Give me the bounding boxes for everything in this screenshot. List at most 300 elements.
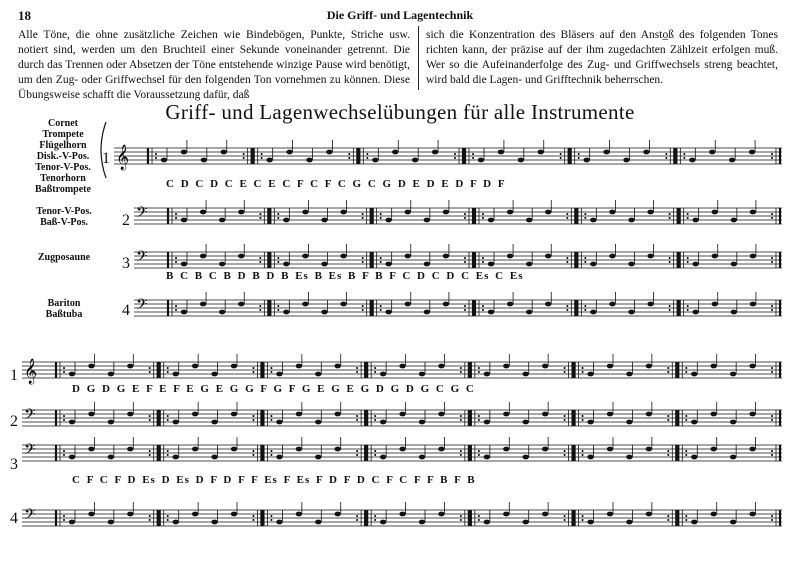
note-head [628,310,634,315]
repeat-dot [665,153,667,155]
row-number: 2 [122,212,130,229]
note-head [729,158,735,163]
note-head [392,150,398,155]
repeat-dot [482,309,484,311]
note-head [526,262,532,267]
note-head [419,372,425,377]
note-head [173,520,179,525]
repeat-dot [464,213,466,215]
instrument-label: Zugposaune [37,252,91,263]
note-head [419,420,425,425]
note-head [711,447,717,452]
note-head [405,302,411,307]
repeat-dot [771,153,773,155]
note-head [749,512,755,517]
repeat-dot [460,450,462,452]
bass-clef-icon: 𝄢 [136,248,148,269]
note-head [643,150,649,155]
repeat-dot [149,450,151,452]
repeat-dot [564,519,566,521]
repeat-dot [771,257,773,259]
repeat-dot [252,519,254,521]
note-head [219,310,225,315]
repeat-dot [356,519,358,521]
repeat-dot [374,450,376,452]
note-head [587,372,593,377]
note-head [603,150,609,155]
note-head [711,364,717,369]
note-head [712,302,718,307]
note-head [626,420,632,425]
repeat-dot [374,415,376,417]
repeat-dot [669,305,671,307]
repeat-dot [685,454,687,456]
bass-clef-icon: 𝄢 [24,506,36,527]
note-head [749,412,755,417]
note-head [484,455,490,460]
repeat-dot [175,261,177,263]
note-head [315,455,321,460]
note-head [276,420,282,425]
note-head [503,512,509,517]
note-head [607,412,613,417]
note-head [340,210,346,215]
note-head [412,158,418,163]
repeat-dot [277,257,279,259]
note-head [173,455,179,460]
note-head [302,254,308,259]
note-head [173,372,179,377]
repeat-dot [771,519,773,521]
repeat-dot [374,454,376,456]
repeat-dot [669,217,671,219]
repeat-dot [366,157,368,159]
repeat-dot [356,454,358,456]
repeat-dot [155,157,157,159]
repeat-dot [464,305,466,307]
note-head [542,364,548,369]
repeat-dot [685,367,687,369]
repeat-dot [771,415,773,417]
note-head [731,262,737,267]
note-head [646,364,652,369]
repeat-dot [149,419,151,421]
note-head [380,420,386,425]
repeat-dot [482,305,484,307]
row-number: 3 [10,456,18,473]
note-head [526,218,532,223]
note-head [211,520,217,525]
repeat-dot [667,450,669,452]
note-head [628,218,634,223]
instrument-label: Tenor-V-Pos. [36,206,92,217]
repeat-dot [578,153,580,155]
note-head [750,254,756,259]
note-head [730,372,736,377]
instrument-label: Tenor-V-Pos. [35,162,91,173]
note-head [590,262,596,267]
note-head [750,302,756,307]
note-head [221,150,227,155]
row-number: 1 [102,150,110,167]
note-head [730,520,736,525]
repeat-dot [584,217,586,219]
note-head [211,420,217,425]
note-head [545,254,551,259]
bass-clef-icon: 𝄢 [136,204,148,225]
repeat-dot [582,450,584,452]
repeat-dot [564,454,566,456]
note-head [692,262,698,267]
note-head [405,254,411,259]
repeat-dot [63,519,65,521]
note-head [424,262,430,267]
note-head [266,158,272,163]
repeat-dot [582,367,584,369]
note-head [498,150,504,155]
repeat-dot [259,217,261,219]
repeat-dot [771,213,773,215]
note-head [219,218,225,223]
note-head [545,302,551,307]
note-head [609,210,615,215]
row-number: 3 [122,255,130,272]
note-head [607,364,613,369]
repeat-dot [564,367,566,369]
repeat-dot [277,309,279,311]
note-head [646,412,652,417]
note-head [623,158,629,163]
note-head [340,254,346,259]
repeat-dot [259,261,261,263]
note-head [283,310,289,315]
repeat-dot [478,450,480,452]
note-head [405,210,411,215]
note-head [335,412,341,417]
repeat-dot [460,415,462,417]
note-head [399,412,405,417]
note-head [443,254,449,259]
note-head [691,455,697,460]
note-head [296,447,302,452]
note-head [192,447,198,452]
repeat-dot [687,213,689,215]
note-head [88,364,94,369]
note-head [385,310,391,315]
note-head [542,447,548,452]
repeat-dot [63,515,65,517]
repeat-dot [374,419,376,421]
repeat-dot [771,217,773,219]
repeat-dot [460,454,462,456]
repeat-dot [374,367,376,369]
repeat-dot [270,515,272,517]
repeat-dot [669,261,671,263]
instrument-label: Disk.-V-Pos. [36,151,90,162]
note-names-system2-top: D G D G E F E F E G E G G F G F G E G E G D G D G C G C [72,383,475,395]
note-head [340,302,346,307]
repeat-dot [669,309,671,311]
repeat-dot [478,519,480,521]
repeat-dot [362,213,364,215]
repeat-dot [665,157,667,159]
note-head [590,310,596,315]
repeat-dot [472,153,474,155]
running-head: Die Griff- und Lagentechnik [326,8,474,22]
note-head [302,302,308,307]
repeat-dot [771,515,773,517]
note-head [315,520,321,525]
repeat-dot [771,261,773,263]
repeat-dot [380,213,382,215]
repeat-dot [460,419,462,421]
note-head [419,455,425,460]
note-head [181,262,187,267]
note-head [424,218,430,223]
intro-left-column: Alle Töne, die ohne zusätzliche Zeichen wie Bindebögen, Punkte, Striche usw. notiert sind, werden um den Bruchteil einer Sekunde voneinander getrennt. Die durch das Trennen oder Absetzen der Töne entstehende winzige Pause wird benötigt, um den Zug- oder Griffwechsel für den folgenden Ton vornehmen zu können. Diese Übungsweise schafft die Voraussetzung dafür, daß [18,29,410,101]
note-head [200,254,206,259]
repeat-dot [560,157,562,159]
note-head [749,364,755,369]
repeat-dot [482,261,484,263]
note-head [69,455,75,460]
note-names-system2-bottom: C F C F D Es D Es D F D F F Es F Es F D F D C F C F F B F B [72,474,476,486]
repeat-dot [771,419,773,421]
note-head [503,412,509,417]
repeat-dot [167,450,169,452]
note-head [380,455,386,460]
note-head [69,520,75,525]
note-head [211,455,217,460]
note-head [438,512,444,517]
note-head [372,158,378,163]
repeat-dot [362,309,364,311]
repeat-dot [175,309,177,311]
repeat-dot [252,454,254,456]
note-head [443,210,449,215]
note-head [108,372,114,377]
repeat-dot [259,257,261,259]
repeat-dot [374,519,376,521]
bass-clef-icon: 𝄢 [24,406,36,427]
note-head [173,420,179,425]
repeat-dot [454,153,456,155]
note-head [590,218,596,223]
repeat-dot [464,257,466,259]
repeat-dot [683,157,685,159]
repeat-dot [356,415,358,417]
repeat-dot [582,515,584,517]
note-head [691,372,697,377]
note-head [626,520,632,525]
note-head [730,455,736,460]
repeat-dot [584,309,586,311]
instrument-label: Baßtrompete [35,184,91,195]
repeat-dot [366,153,368,155]
repeat-dot [63,450,65,452]
repeat-dot [380,305,382,307]
repeat-dot [252,419,254,421]
note-head [335,364,341,369]
instrument-label: Trompete [42,129,84,140]
note-head [538,150,544,155]
repeat-dot [771,309,773,311]
repeat-dot [464,217,466,219]
repeat-dot [582,415,584,417]
note-head [646,447,652,452]
note-head [432,150,438,155]
repeat-dot [560,153,562,155]
repeat-dot [380,257,382,259]
note-head [709,150,715,155]
repeat-dot [63,454,65,456]
note-head [419,520,425,525]
note-head [192,412,198,417]
note-head [192,364,198,369]
instrument-label: Baß-V-Pos. [40,217,88,228]
repeat-dot [259,309,261,311]
note-head [276,372,282,377]
note-names-system1-top: C D C D C E C E C F C F C G C G D E D E D F D F [166,178,506,190]
repeat-dot [667,454,669,456]
note-head [507,302,513,307]
note-head [69,420,75,425]
note-head [335,447,341,452]
repeat-dot [270,454,272,456]
repeat-dot [478,454,480,456]
repeat-dot [566,257,568,259]
note-head [488,262,494,267]
note-head [523,520,529,525]
note-head [88,512,94,517]
note-head [711,512,717,517]
repeat-dot [482,213,484,215]
note-head [607,512,613,517]
repeat-dot [685,415,687,417]
repeat-dot [478,419,480,421]
repeat-dot [277,305,279,307]
exercise-title: Griff- und Lagenwechselübungen für alle Instrumente [165,100,635,124]
repeat-dot [460,371,462,373]
note-head [108,455,114,460]
note-head [545,210,551,215]
note-head [192,512,198,517]
note-head [507,254,513,259]
note-head [399,364,405,369]
repeat-dot [771,371,773,373]
repeat-dot [566,261,568,263]
note-head [731,218,737,223]
note-head [321,310,327,315]
repeat-dot [667,419,669,421]
repeat-dot [167,371,169,373]
repeat-dot [564,371,566,373]
note-head [488,218,494,223]
note-head [749,150,755,155]
repeat-dot [478,367,480,369]
repeat-dot [685,515,687,517]
note-head [321,218,327,223]
repeat-dot [277,261,279,263]
repeat-dot [252,450,254,452]
repeat-dot [167,454,169,456]
repeat-dot [63,415,65,417]
repeat-dot [564,450,566,452]
note-head [607,447,613,452]
repeat-dot [167,519,169,521]
repeat-dot [175,217,177,219]
repeat-dot [380,261,382,263]
repeat-dot [252,415,254,417]
repeat-dot [460,519,462,521]
note-head [692,310,698,315]
repeat-dot [482,257,484,259]
bass-clef-icon: 𝄢 [136,296,148,317]
note-head [108,520,114,525]
repeat-dot [566,305,568,307]
repeat-dot [252,515,254,517]
note-head [181,310,187,315]
repeat-dot [167,419,169,421]
note-head [315,372,321,377]
repeat-dot [149,519,151,521]
instrument-label: Tenorhorn [40,173,86,184]
repeat-dot [348,157,350,159]
note-head [750,210,756,215]
note-head [127,364,133,369]
repeat-dot [687,217,689,219]
repeat-dot [362,305,364,307]
note-head [523,420,529,425]
repeat-dot [175,213,177,215]
repeat-dot [667,415,669,417]
note-head [201,158,207,163]
treble-clef-icon: 𝄞 [116,145,130,170]
repeat-dot [685,519,687,521]
repeat-dot [356,515,358,517]
note-head [542,512,548,517]
note-head [583,158,589,163]
note-head [302,210,308,215]
note-head [315,420,321,425]
note-head [380,372,386,377]
repeat-dot [771,367,773,369]
page-number: 18 [18,8,31,23]
repeat-dot [478,515,480,517]
note-head [523,372,529,377]
repeat-dot [687,261,689,263]
repeat-dot [261,153,263,155]
repeat-dot [270,450,272,452]
note-head [646,512,652,517]
repeat-dot [277,213,279,215]
note-head [503,364,509,369]
repeat-dot [460,515,462,517]
repeat-dot [277,217,279,219]
repeat-dot [771,454,773,456]
repeat-dot [478,415,480,417]
repeat-dot [252,367,254,369]
intro-right-column: sich die Konzentration des Bläsers auf den Ansto̲ß des folgenden Tones richten kann, der präzise auf der ihm zugedachten Zählzeit erfolgen muß. Wer so die Aufeinanderfolge des Zug- und Griffwechsels streng beachtet, wird bald die Lagen- und Grifftechnik beherrschen. [426,29,778,86]
note-head [385,262,391,267]
repeat-dot [584,261,586,263]
repeat-dot [63,419,65,421]
note-head [711,412,717,417]
brace [101,122,106,178]
row-number: 1 [10,367,18,384]
note-head [231,412,237,417]
note-head [628,262,634,267]
